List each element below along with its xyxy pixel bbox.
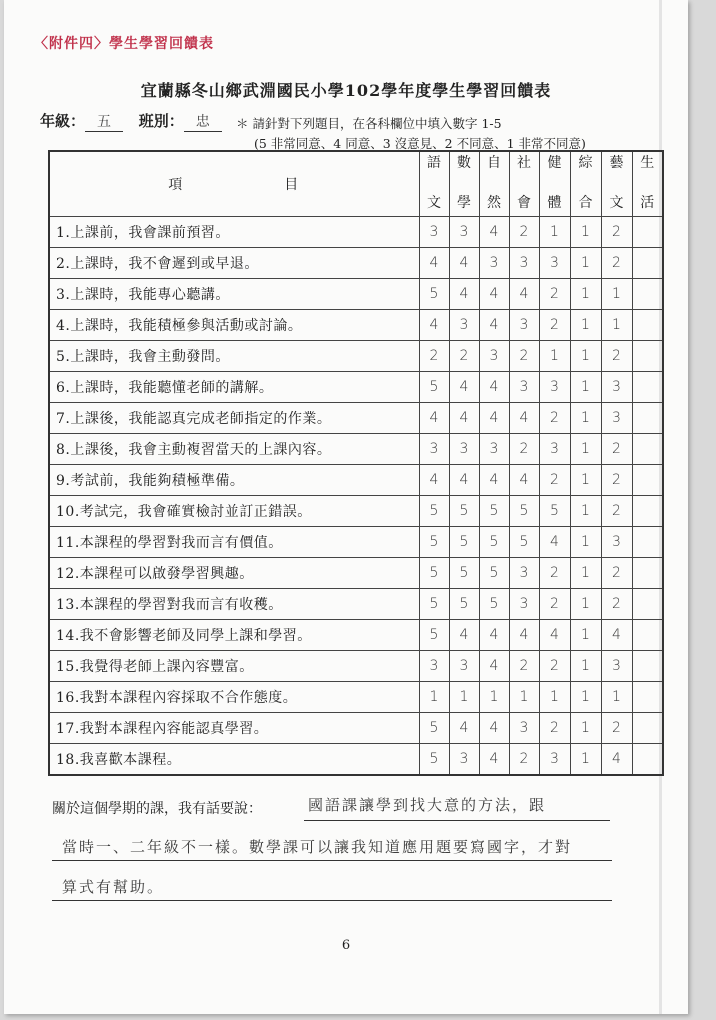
- item-text: 14.我不會影響老師及同學上課和學習。: [49, 620, 419, 651]
- score-cell[interactable]: 2: [419, 341, 449, 372]
- score-cell[interactable]: 2: [539, 279, 570, 310]
- table-row: [49, 279, 663, 310]
- score-cell[interactable]: 4: [479, 651, 509, 682]
- score-cell[interactable]: 3: [449, 744, 479, 776]
- table-row: [49, 310, 663, 341]
- score-cell[interactable]: 5: [449, 558, 479, 589]
- table-row: [49, 682, 663, 713]
- score-cell[interactable]: 1: [570, 434, 601, 465]
- item-text: 16.我對本課程內容採取不合作態度。: [49, 682, 419, 713]
- score-cell[interactable]: 2: [601, 434, 632, 465]
- score-cell[interactable]: 1: [570, 465, 601, 496]
- score-cell[interactable]: 5: [479, 589, 509, 620]
- score-cell[interactable]: 1: [601, 682, 632, 713]
- item-text: 5.上課時，我會主動發問。: [49, 341, 419, 372]
- score-cell[interactable]: 2: [539, 310, 570, 341]
- score-cell[interactable]: [632, 248, 663, 279]
- table-row: [49, 651, 663, 682]
- score-cell[interactable]: 4: [449, 372, 479, 403]
- score-cell[interactable]: [632, 403, 663, 434]
- score-cell[interactable]: 3: [601, 372, 632, 403]
- score-cell[interactable]: [632, 310, 663, 341]
- score-cell[interactable]: [632, 589, 663, 620]
- score-cell[interactable]: 5: [449, 589, 479, 620]
- table-row: [49, 558, 663, 589]
- score-cell[interactable]: 1: [570, 372, 601, 403]
- score-cell[interactable]: 1: [449, 682, 479, 713]
- attachment-label: 〈附件四〉學生學習回饋表: [34, 36, 214, 52]
- score-cell[interactable]: 3: [419, 651, 449, 682]
- score-cell[interactable]: 1: [570, 744, 601, 776]
- score-cell[interactable]: 4: [449, 248, 479, 279]
- score-cell[interactable]: 2: [539, 465, 570, 496]
- subject-header: 語 文: [419, 151, 449, 217]
- score-cell[interactable]: 2: [539, 403, 570, 434]
- score-cell[interactable]: 1: [570, 496, 601, 527]
- score-cell[interactable]: [632, 465, 663, 496]
- score-cell[interactable]: 5: [479, 558, 509, 589]
- score-cell[interactable]: 4: [509, 279, 539, 310]
- score-cell[interactable]: 4: [449, 279, 479, 310]
- item-text: 1.上課前，我會課前預習。: [49, 217, 419, 248]
- score-cell[interactable]: 4: [449, 403, 479, 434]
- score-cell[interactable]: 5: [479, 496, 509, 527]
- score-cell[interactable]: 5: [449, 527, 479, 558]
- score-cell[interactable]: 4: [479, 217, 509, 248]
- subject-header: 綜 合: [570, 151, 601, 217]
- score-cell[interactable]: [632, 527, 663, 558]
- score-cell[interactable]: 4: [479, 465, 509, 496]
- score-cell[interactable]: 1: [570, 217, 601, 248]
- score-cell[interactable]: 1: [570, 279, 601, 310]
- score-cell[interactable]: 3: [509, 310, 539, 341]
- score-cell[interactable]: 1: [479, 682, 509, 713]
- subject-header: 生 活: [632, 151, 663, 217]
- score-cell[interactable]: 5: [449, 496, 479, 527]
- comment-rule-3: [52, 900, 612, 901]
- score-cell[interactable]: 1: [570, 248, 601, 279]
- score-cell[interactable]: 3: [601, 527, 632, 558]
- score-cell[interactable]: [632, 558, 663, 589]
- score-cell[interactable]: 3: [449, 651, 479, 682]
- subject-header: 數 學: [449, 151, 479, 217]
- score-cell[interactable]: 4: [509, 403, 539, 434]
- score-cell[interactable]: 2: [539, 713, 570, 744]
- score-cell[interactable]: 4: [419, 248, 449, 279]
- item-text: 4.上課時，我能積極參與活動或討論。: [49, 310, 419, 341]
- page-number: 6: [341, 938, 351, 953]
- comment-line-2: 當時一、二年級不一樣。數學課可以讓我知道應用題要寫國字，才對: [62, 838, 573, 856]
- score-cell[interactable]: 1: [419, 682, 449, 713]
- table-row: [49, 372, 663, 403]
- score-cell[interactable]: 1: [570, 713, 601, 744]
- score-cell[interactable]: 2: [539, 651, 570, 682]
- table-row: [49, 434, 663, 465]
- score-cell[interactable]: 1: [570, 682, 601, 713]
- score-cell[interactable]: 5: [419, 496, 449, 527]
- score-cell[interactable]: [632, 651, 663, 682]
- table-row: [49, 713, 663, 744]
- score-cell[interactable]: 2: [601, 341, 632, 372]
- table-row: [49, 589, 663, 620]
- score-cell[interactable]: 3: [509, 589, 539, 620]
- score-cell[interactable]: 3: [509, 713, 539, 744]
- score-cell[interactable]: 1: [570, 558, 601, 589]
- item-text: 12.本課程可以啟發學習興趣。: [49, 558, 419, 589]
- score-cell[interactable]: [632, 744, 663, 776]
- score-cell[interactable]: 4: [509, 620, 539, 651]
- score-cell[interactable]: 5: [509, 527, 539, 558]
- score-cell[interactable]: 2: [601, 248, 632, 279]
- table-row: [49, 248, 663, 279]
- score-cell[interactable]: 2: [601, 217, 632, 248]
- score-cell[interactable]: 4: [419, 465, 449, 496]
- table-row: [49, 496, 663, 527]
- survey-paper: [4, 0, 688, 1014]
- instruction-line-2: (5 非常同意、4 同意、3 沒意見、2 不同意、1 非常不同意): [254, 136, 586, 151]
- score-cell[interactable]: 3: [479, 248, 509, 279]
- item-text: 17.我對本課程內容能認真學習。: [49, 713, 419, 744]
- score-cell[interactable]: 5: [419, 527, 449, 558]
- score-cell[interactable]: 4: [479, 744, 509, 776]
- score-cell[interactable]: 2: [509, 651, 539, 682]
- score-cell[interactable]: 4: [419, 403, 449, 434]
- score-cell[interactable]: 3: [539, 372, 570, 403]
- score-cell[interactable]: 4: [449, 620, 479, 651]
- score-cell[interactable]: 1: [539, 682, 570, 713]
- score-cell[interactable]: 3: [601, 403, 632, 434]
- score-cell[interactable]: [632, 217, 663, 248]
- comment-rule-1: [304, 820, 610, 821]
- table-row: [49, 341, 663, 372]
- score-cell[interactable]: [632, 372, 663, 403]
- score-cell[interactable]: [632, 341, 663, 372]
- score-cell[interactable]: 2: [601, 713, 632, 744]
- score-cell[interactable]: [632, 434, 663, 465]
- score-cell[interactable]: 1: [570, 341, 601, 372]
- score-cell[interactable]: 2: [601, 558, 632, 589]
- score-cell[interactable]: 4: [479, 310, 509, 341]
- score-cell[interactable]: 5: [419, 558, 449, 589]
- score-cell[interactable]: 5: [509, 496, 539, 527]
- score-cell[interactable]: 2: [539, 589, 570, 620]
- score-cell[interactable]: 3: [509, 248, 539, 279]
- item-text: 9.考試前，我能夠積極準備。: [49, 465, 419, 496]
- score-cell[interactable]: 4: [509, 465, 539, 496]
- grade-class-line: [40, 110, 222, 132]
- item-text: 15.我覺得老師上課內容豐富。: [49, 651, 419, 682]
- item-text: 6.上課時，我能聽懂老師的講解。: [49, 372, 419, 403]
- item-text: 8.上課後，我會主動複習當天的上課內容。: [49, 434, 419, 465]
- table-row: [49, 465, 663, 496]
- score-cell[interactable]: 2: [601, 589, 632, 620]
- score-cell[interactable]: 2: [601, 465, 632, 496]
- score-cell[interactable]: 4: [601, 744, 632, 776]
- score-cell[interactable]: 2: [539, 558, 570, 589]
- item-text: 2.上課時，我不會遲到或早退。: [49, 248, 419, 279]
- score-cell[interactable]: 4: [479, 403, 509, 434]
- instruction-line-1: ＊ 請針對下列題目，在各科欄位中填入數字 1-5: [236, 116, 502, 131]
- score-cell[interactable]: 4: [601, 620, 632, 651]
- score-cell[interactable]: 4: [479, 372, 509, 403]
- score-cell[interactable]: 2: [509, 744, 539, 776]
- item-text: 10.考試完，我會確實檢討並訂正錯誤。: [49, 496, 419, 527]
- subject-header: 社 會: [509, 151, 539, 217]
- score-cell[interactable]: 1: [570, 403, 601, 434]
- score-cell[interactable]: 3: [539, 744, 570, 776]
- item-text: 13.本課程的學習對我而言有收穫。: [49, 589, 419, 620]
- score-cell[interactable]: 4: [479, 713, 509, 744]
- score-cell[interactable]: 4: [449, 713, 479, 744]
- score-cell[interactable]: 5: [419, 620, 449, 651]
- score-cell[interactable]: 4: [539, 527, 570, 558]
- score-cell[interactable]: 1: [601, 279, 632, 310]
- score-cell[interactable]: 3: [601, 651, 632, 682]
- score-cell[interactable]: 1: [570, 651, 601, 682]
- score-cell[interactable]: 3: [419, 434, 449, 465]
- score-cell[interactable]: 3: [449, 310, 479, 341]
- score-cell[interactable]: 3: [419, 217, 449, 248]
- score-cell[interactable]: [632, 620, 663, 651]
- score-cell[interactable]: 5: [419, 713, 449, 744]
- subject-header: 藝 文: [601, 151, 632, 217]
- score-cell[interactable]: [632, 682, 663, 713]
- score-cell[interactable]: 3: [509, 558, 539, 589]
- item-text: 3.上課時，我能專心聽講。: [49, 279, 419, 310]
- score-cell[interactable]: 1: [539, 341, 570, 372]
- item-text: 11.本課程的學習對我而言有價值。: [49, 527, 419, 558]
- score-cell[interactable]: 5: [419, 279, 449, 310]
- score-cell[interactable]: [632, 713, 663, 744]
- score-cell[interactable]: [632, 496, 663, 527]
- score-cell[interactable]: 3: [479, 434, 509, 465]
- score-cell[interactable]: 3: [509, 372, 539, 403]
- comment-line-1: 國語課讓學到找大意的方法，跟: [308, 796, 547, 814]
- grade-value: 五: [85, 111, 123, 132]
- table-header-row: [49, 151, 663, 217]
- score-cell[interactable]: 5: [539, 496, 570, 527]
- score-cell[interactable]: 2: [601, 496, 632, 527]
- item-text: 18.我喜歡本課程。: [49, 744, 419, 776]
- score-cell[interactable]: 5: [419, 744, 449, 776]
- table-row: [49, 217, 663, 248]
- score-cell[interactable]: 3: [449, 217, 479, 248]
- grade-label: 年級：: [40, 112, 86, 130]
- score-cell[interactable]: 1: [570, 589, 601, 620]
- score-cell[interactable]: 4: [479, 279, 509, 310]
- score-cell[interactable]: 4: [449, 465, 479, 496]
- table-row: [49, 620, 663, 651]
- item-header: 項 目: [49, 151, 419, 217]
- score-cell[interactable]: 1: [570, 310, 601, 341]
- score-cell[interactable]: 4: [539, 620, 570, 651]
- score-cell[interactable]: 5: [419, 589, 449, 620]
- comment-label: 關於這個學期的課，我有話要說：: [52, 801, 262, 817]
- score-cell[interactable]: 5: [479, 527, 509, 558]
- score-cell[interactable]: 2: [509, 217, 539, 248]
- score-cell[interactable]: 2: [449, 341, 479, 372]
- feedback-table: [48, 150, 664, 776]
- class-label: 班別：: [138, 112, 184, 130]
- score-cell[interactable]: 1: [601, 310, 632, 341]
- score-cell[interactable]: 3: [479, 341, 509, 372]
- form-title: 宜蘭縣冬山鄉武淵國民小學102學年度學生學習回饋表: [140, 81, 552, 100]
- score-cell[interactable]: 3: [539, 248, 570, 279]
- score-cell[interactable]: 1: [570, 527, 601, 558]
- score-cell[interactable]: 2: [509, 341, 539, 372]
- class-value: 忠: [184, 111, 222, 132]
- comment-rule-2: [52, 860, 612, 861]
- score-cell[interactable]: [632, 279, 663, 310]
- score-cell[interactable]: 3: [449, 434, 479, 465]
- score-cell[interactable]: 1: [539, 217, 570, 248]
- score-cell[interactable]: 4: [419, 310, 449, 341]
- score-cell[interactable]: 2: [509, 434, 539, 465]
- score-cell[interactable]: 3: [539, 434, 570, 465]
- subject-header: 自 然: [479, 151, 509, 217]
- table-row: [49, 527, 663, 558]
- score-cell[interactable]: 1: [570, 620, 601, 651]
- comment-line-3: 算式有幫助。: [62, 878, 165, 896]
- table-row: [49, 744, 663, 776]
- score-cell[interactable]: 5: [419, 372, 449, 403]
- score-cell[interactable]: 1: [509, 682, 539, 713]
- subject-header: 健 體: [539, 151, 570, 217]
- score-cell[interactable]: 4: [479, 620, 509, 651]
- table-row: [49, 403, 663, 434]
- item-text: 7.上課後，我能認真完成老師指定的作業。: [49, 403, 419, 434]
